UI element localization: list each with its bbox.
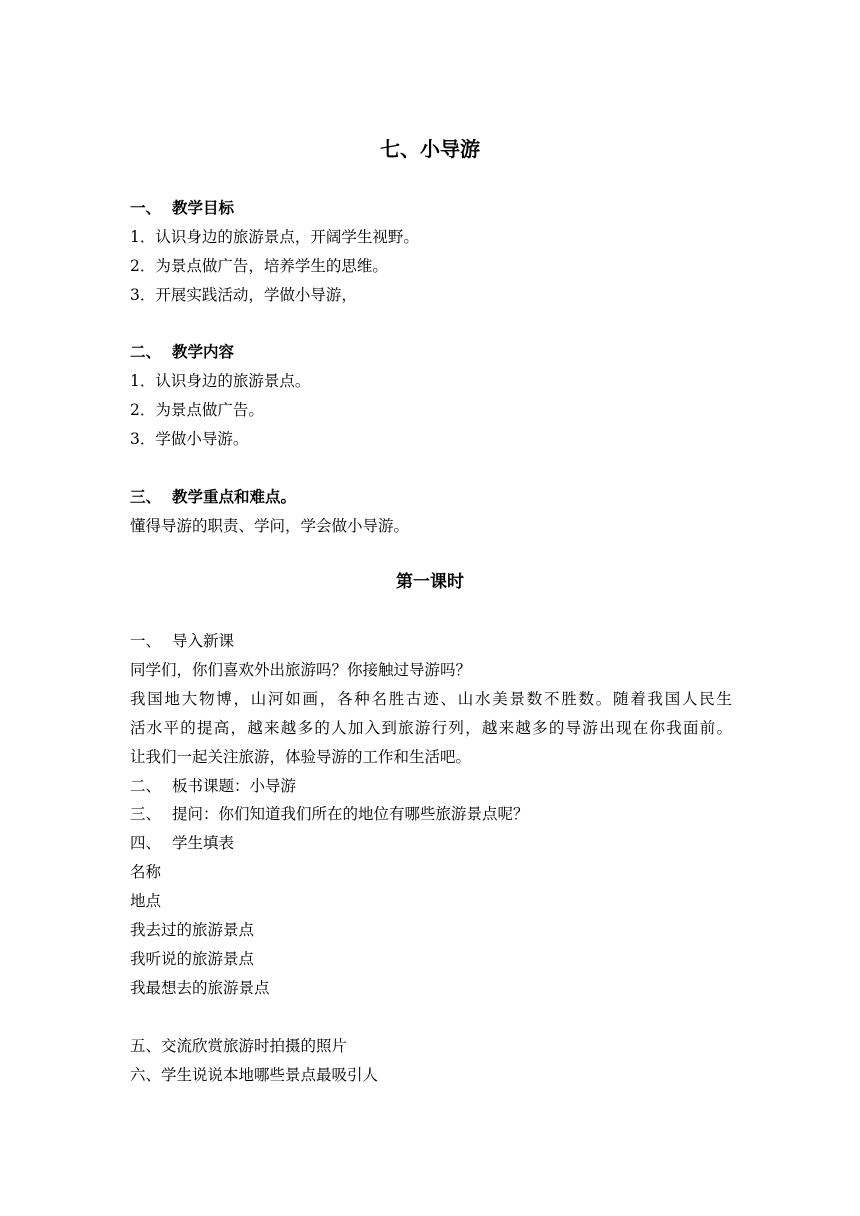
section-number: 三、 [130, 487, 162, 506]
paragraph: 懂得导游的职责、学问，学会做小导游。 [130, 517, 410, 535]
lesson-step [130, 802, 529, 826]
list-item: 2．为景点做广告。 [130, 401, 264, 419]
lesson-step [130, 774, 296, 798]
step-number: 四、 [130, 834, 162, 852]
lesson-step [130, 629, 234, 653]
step-number: 一、 [130, 632, 162, 650]
lesson-step [130, 831, 234, 855]
section-heading-text: 教学目标 [172, 198, 235, 217]
list-item: 2．为景点做广告，培养学生的思维。 [130, 257, 388, 275]
table-row: 我听说的旅游景点 [130, 950, 255, 968]
paragraph-line: 让我们一起关注旅游，体验导游的工作和生活吧。 [130, 748, 472, 766]
list-item: 3．开展实践活动，学做小导游， [130, 286, 357, 304]
paragraph-line: 我国地大物博，山河如画，各种名胜古迹、山水美景数不胜数。随着我国人民生 [130, 690, 732, 708]
table-row: 我去过的旅游景点 [130, 921, 255, 939]
section-number: 二、 [130, 342, 162, 361]
intro-question: 同学们，你们喜欢外出旅游吗？你接触过导游吗？ [130, 661, 472, 679]
step-text: 导入新课 [172, 632, 235, 650]
section-heading-content [130, 340, 234, 364]
paragraph-line: 活水平的提高，越来越多的人加入到旅游行列，越来越多的导游出现在你我面前。 [130, 719, 732, 737]
document-title: 七、小导游 [380, 137, 480, 161]
table-row: 名称 [130, 863, 162, 881]
step-number: 二、 [130, 777, 162, 795]
lesson-step: 六、学生说说本地哪些景点最吸引人 [130, 1066, 379, 1084]
step-text: 板书课题：小导游 [172, 777, 297, 795]
list-item: 1．认识身边的旅游景点，开阔学生视野。 [130, 228, 419, 246]
lesson-title: 第一课时 [396, 572, 464, 592]
step-text: 提问：你们知道我们所在的地位有哪些旅游景点呢？ [172, 805, 529, 823]
section-heading-keypoints [130, 485, 296, 509]
section-heading-objectives [130, 196, 234, 220]
step-text: 学生填表 [172, 834, 235, 852]
section-heading-text: 教学内容 [172, 342, 235, 361]
list-item: 3．学做小导游。 [130, 430, 249, 448]
lesson-step: 五、交流欣赏旅游时拍摄的照片 [130, 1037, 348, 1055]
table-row: 我最想去的旅游景点 [130, 979, 270, 997]
section-heading-text: 教学重点和难点。 [172, 487, 297, 506]
step-number: 三、 [130, 805, 162, 823]
section-number: 一、 [130, 198, 162, 217]
table-row: 地点 [130, 892, 162, 910]
list-item: 1．认识身边的旅游景点。 [130, 372, 311, 390]
